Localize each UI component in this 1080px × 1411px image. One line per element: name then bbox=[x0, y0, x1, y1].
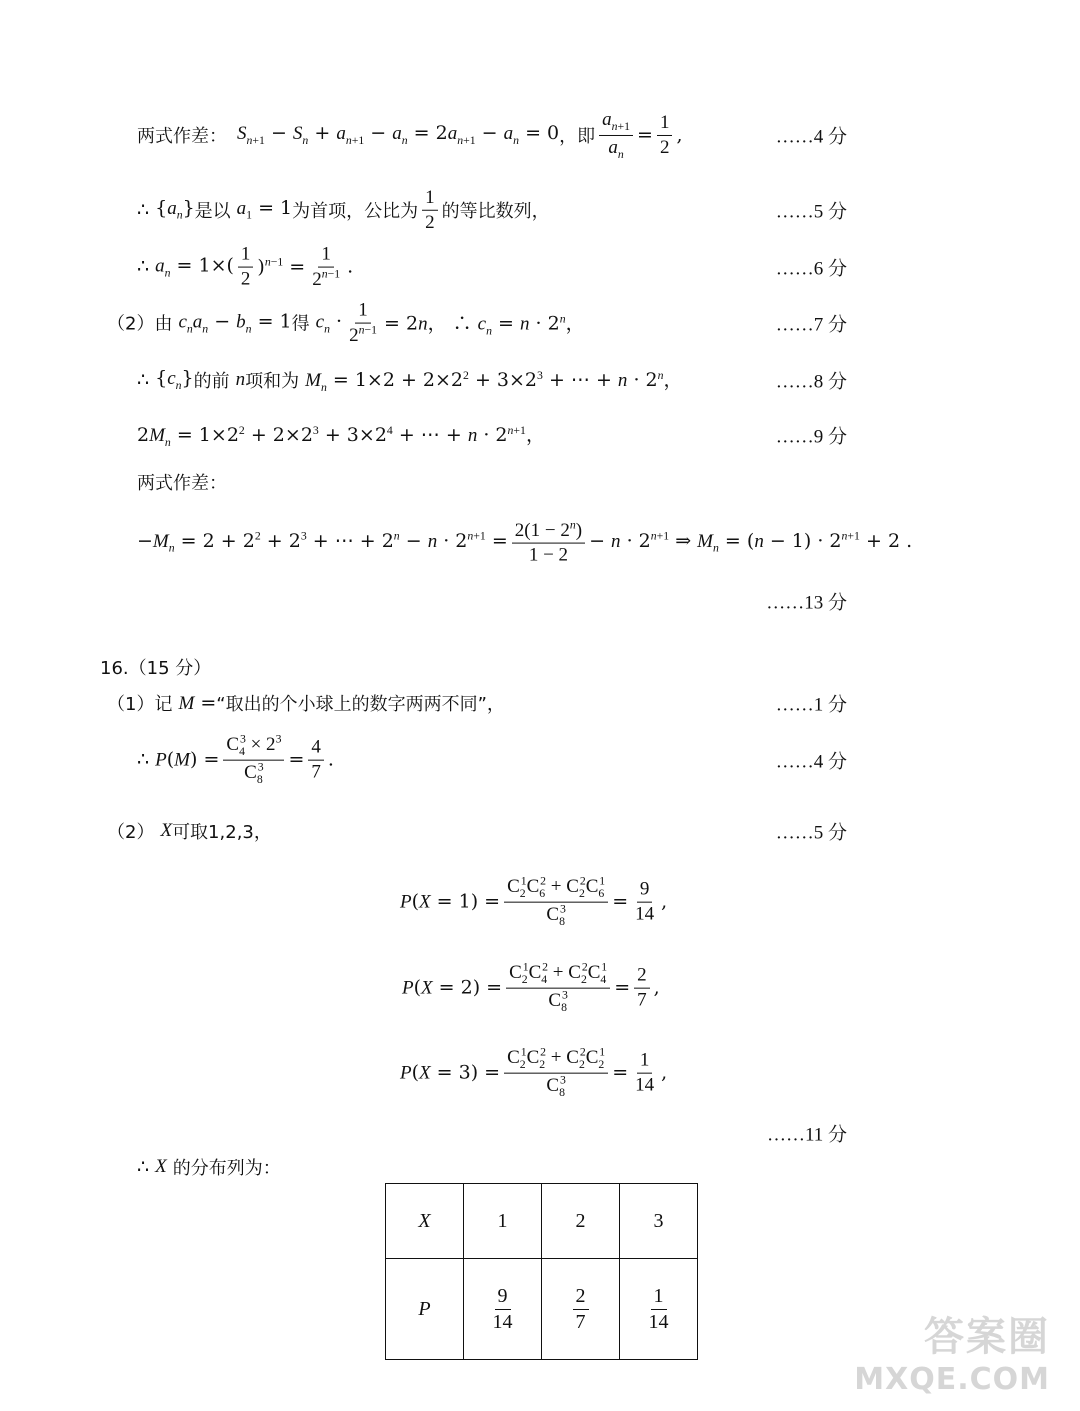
q16-part2-values bbox=[0, 801, 1080, 861]
table-cell-x3: 3 bbox=[620, 1184, 698, 1259]
solution-line-geometric bbox=[0, 180, 1080, 240]
sequence-cn: $\{c_n\}$ bbox=[155, 367, 194, 392]
table-cell-x2: 2 bbox=[542, 1184, 620, 1259]
table-row bbox=[386, 1259, 698, 1360]
score-line-13 bbox=[0, 571, 1080, 631]
half-base: $\frac{1}{2}$ bbox=[238, 243, 254, 292]
score-16-4: ……4 分 bbox=[775, 751, 847, 773]
geo-text-3: 的等比数列， bbox=[441, 201, 550, 222]
header-p-label: P bbox=[418, 1297, 431, 1320]
p1-fraction: $\frac{9}{14}$ bbox=[492, 1284, 513, 1333]
diff-label: 两式作差： bbox=[137, 126, 227, 147]
px1-result: $\frac{9}{14}$ bbox=[635, 878, 655, 925]
a1-equals-1: $a_1 = 1$ bbox=[236, 197, 293, 222]
table-cell-p1 bbox=[464, 1259, 542, 1360]
var-n: n bbox=[235, 368, 246, 390]
event-description: “取出的个小球上的数字两两不同”， bbox=[216, 694, 505, 715]
formula-cnan: $c_na_n - b_n = 1$ bbox=[178, 310, 292, 335]
score-8: ……8 分 bbox=[775, 371, 847, 393]
var-x: X bbox=[160, 820, 173, 841]
geo-sum-fraction: $\frac{2(1 - 2^n)}{1 - 2}$ bbox=[512, 519, 585, 568]
var-x-dist: X bbox=[155, 1156, 167, 1177]
p2-fraction: $\frac{2}{7}$ bbox=[573, 1284, 589, 1335]
q16-part1-prob: ∴ P(M) = $\frac{C_4^3 \times 2^3}{C_8^3}$ = $\frac{4}{7}$ . ……4 分 bbox=[137, 732, 847, 786]
prob-x-3: P(X = 3) = $\frac{C_2^1C_2^2 + C_2^2C_2^1}{C_8^3}$ = $\frac{1}{14}$ , bbox=[400, 1045, 668, 1099]
distribution-table bbox=[385, 1183, 698, 1360]
table-header-x bbox=[386, 1184, 464, 1259]
score-7: ……7 分 bbox=[775, 314, 847, 336]
therefore-symbol: ∴ bbox=[137, 368, 150, 391]
formula-pm: ∴ P(M) = bbox=[137, 748, 220, 771]
therefore-symbol: ∴ bbox=[137, 255, 150, 278]
header-x-label: X bbox=[418, 1209, 431, 1232]
solution-line-an: ∴ $a_n = 1\times$( $\frac{1}{2}$ )$^{n-1}$ = $\frac{1}{2^{n-1}}$ . ……6 分 bbox=[137, 243, 847, 290]
inv-power: $\frac{1}{2^{n-1}}$ bbox=[349, 299, 377, 346]
solution-line-cn bbox=[0, 293, 1080, 353]
table-cell-p2 bbox=[542, 1259, 620, 1360]
score-13: ……13 分 bbox=[766, 592, 847, 614]
px2-result: $\frac{2}{7}$ bbox=[634, 964, 650, 1013]
q16-part1-event bbox=[0, 673, 1080, 733]
mn-text-1: 的前 bbox=[193, 370, 230, 392]
table-cell-p3 bbox=[620, 1259, 698, 1360]
score-16-5: ……5 分 bbox=[775, 822, 847, 844]
distribution-text: 的分布列为： bbox=[172, 1158, 281, 1179]
q16-part1-label: （1）记 bbox=[107, 694, 173, 715]
score-5: ……5 分 bbox=[775, 201, 847, 223]
part2-label: （2）由 bbox=[107, 313, 173, 335]
formula-sn-diff: $S_{n+1} - S_n + a_{n+1} - a_n = 2a_{n+1} - a_n = 0$ bbox=[237, 122, 560, 147]
mn-text-2: 项和为 bbox=[245, 370, 300, 392]
an-result: $\frac{1}{2^{n-1}}$ bbox=[312, 243, 341, 290]
score-6: ……6 分 bbox=[775, 258, 847, 280]
solution-line-diff2 bbox=[0, 452, 1080, 512]
table-row bbox=[386, 1184, 698, 1259]
q16-title: 16.（15 分） bbox=[100, 658, 212, 679]
px2-fraction: $\frac{C_2^1C_4^2 + C_2^2C_4^1}{C_8^3}$ bbox=[506, 961, 610, 1016]
p3-fraction: $\frac{1}{14}$ bbox=[648, 1284, 669, 1333]
formula-neg-mn: $-M_n = 2 + 2^2 + 2^3$ + ⋯ + $2^n - n \cdot 2^{n+1}$ = bbox=[137, 529, 508, 556]
ratio-fraction: $\frac{a_{n+1}}{a_n}$ bbox=[599, 108, 633, 162]
watermark bbox=[854, 1305, 1050, 1397]
solution-line-diff: 两式作差： $S_{n+1} - S_n + a_{n+1} - a_n = 2a_{n+1} - a_n = 0$ ，即 $\frac{a_{n+1}}{a_n}$ = $\frac{1}{2}$ , ……4 分 bbox=[137, 108, 847, 161]
diff-label-2: 两式作差： bbox=[137, 473, 227, 494]
score-9: ……9 分 bbox=[775, 426, 847, 448]
watermark-logo: 答案圈 bbox=[924, 1314, 1050, 1360]
geo-text-1: 是以 bbox=[194, 201, 231, 222]
score-4: ……4 分 bbox=[775, 126, 847, 148]
formula-cn-times: $c_n$ · bbox=[315, 310, 343, 335]
solution-line-mn-result bbox=[0, 513, 1080, 573]
therefore-symbol: ∴ bbox=[137, 1156, 150, 1178]
score-16-11: ……11 分 bbox=[766, 1124, 847, 1146]
px3-result: $\frac{1}{14}$ bbox=[635, 1049, 655, 1096]
x-values-text: 可取1,2,3， bbox=[172, 822, 272, 843]
table-header-p bbox=[386, 1259, 464, 1360]
de-label: 得 bbox=[291, 313, 310, 335]
sequence-an: $\{a_n\}$ bbox=[155, 197, 195, 222]
formula-cn-result: = 2n， ∴ $c_n = n \cdot 2^n$， bbox=[384, 311, 585, 337]
q16-part2-label: （2） bbox=[107, 822, 155, 843]
formula-mn: $M_n = 1\times 2 + 2\times 2^2 + 3\times 2^3$ + ⋯ + $n \cdot 2^n$， bbox=[305, 368, 683, 394]
formula-mn-final: − $n \cdot 2^{n+1}$ ⇒ $M_n = (n - 1) \cdot 2^{n+1} + 2$ . bbox=[589, 529, 913, 556]
formula-2mn: $2M_n = 1\times 2^2 + 2\times 2^3 + 3\times 2^4$ + ⋯ + $n \cdot 2^{n+1}$， bbox=[137, 423, 545, 449]
event-m: M = bbox=[178, 691, 217, 714]
geo-text-2: 为首项，公比为 bbox=[292, 201, 419, 222]
pm-result: $\frac{4}{7}$ bbox=[308, 736, 324, 785]
ratio-half: $\frac{1}{2}$ bbox=[422, 186, 438, 235]
prob-x-2: P(X = 2) = $\frac{C_2^1C_4^2 + C_2^2C_4^1}{C_8^3}$ = $\frac{2}{7}$ , bbox=[402, 960, 660, 1014]
ji-label: ，即 bbox=[559, 126, 596, 147]
watermark-site: MXQE.COM bbox=[854, 1362, 1050, 1397]
solution-line-mn bbox=[0, 350, 1080, 410]
prob-x-1: P(X = 1) = $\frac{C_2^1C_6^2 + C_2^2C_6^1}{C_8^3}$ = $\frac{9}{14}$ , bbox=[400, 874, 668, 928]
formula-an: $a_n = 1\times$( bbox=[155, 254, 234, 279]
half-fraction: $\frac{1}{2}$ bbox=[657, 111, 673, 160]
score-16-1: ……1 分 bbox=[775, 694, 847, 716]
pm-fraction: $\frac{C_4^3 \times 2^3}{C_8^3}$ bbox=[223, 733, 284, 788]
table-cell-x1: 1 bbox=[464, 1184, 542, 1259]
therefore-symbol: ∴ bbox=[137, 199, 150, 221]
px1-fraction: $\frac{C_2^1C_6^2 + C_2^2C_6^1}{C_8^3}$ bbox=[504, 875, 608, 930]
px3-fraction: $\frac{C_2^1C_2^2 + C_2^2C_2^1}{C_8^3}$ bbox=[504, 1046, 608, 1101]
